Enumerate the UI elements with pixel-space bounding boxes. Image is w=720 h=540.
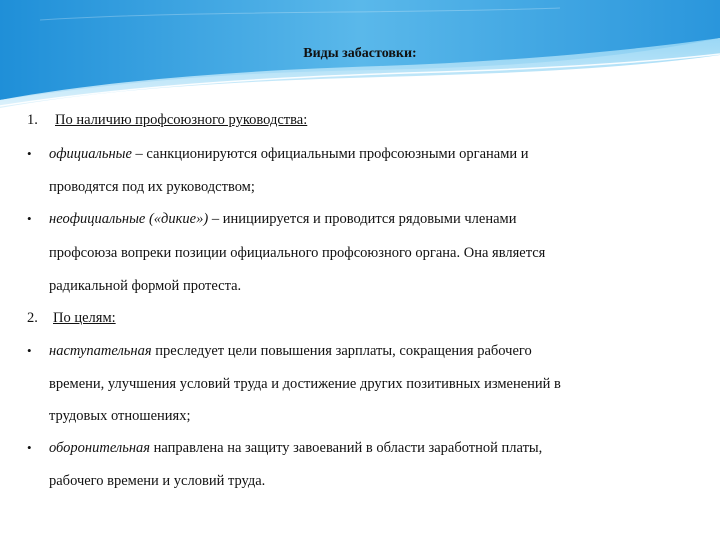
item-continuation: трудовых отношениях; [49,408,191,424]
term: официальные [49,146,132,162]
item-continuation: рабочего времени и условий труда. [49,473,266,489]
section-1-number: 1. [27,112,38,128]
slide-title: Виды забастовки: [303,46,417,61]
term: оборонительная [49,440,151,456]
term: неофициальные («дикие») [49,211,209,227]
item-continuation: профсоюза вопреки позиции официального профсоюзного органа. Она является [49,245,546,261]
item-text: преследует цели повышения зарплаты, сокращения рабочего [151,343,532,359]
item-continuation: времени, улучшения условий труда и достижение других позитивных изменений в [49,376,561,392]
bullet-icon: • [27,440,32,455]
section-2-heading: По целям: [53,310,116,326]
bullet-icon: • [27,343,32,358]
item-continuation: проводятся под их руководством; [49,179,255,195]
section-2-number: 2. [27,310,38,326]
section-1-heading: По наличию профсоюзного руководства: [55,112,308,128]
item-text: – инициируется и проводится рядовыми членами [208,211,517,227]
term: наступательная [49,343,152,359]
item-text: направлена на защиту завоеваний в области заработной платы, [150,440,543,456]
bullet-icon: • [27,211,32,226]
bullet-icon: • [27,146,32,161]
item-continuation: радикальной формой протеста. [49,278,242,294]
item-text: – санкционируются официальными профсоюзными органами и [131,146,529,162]
